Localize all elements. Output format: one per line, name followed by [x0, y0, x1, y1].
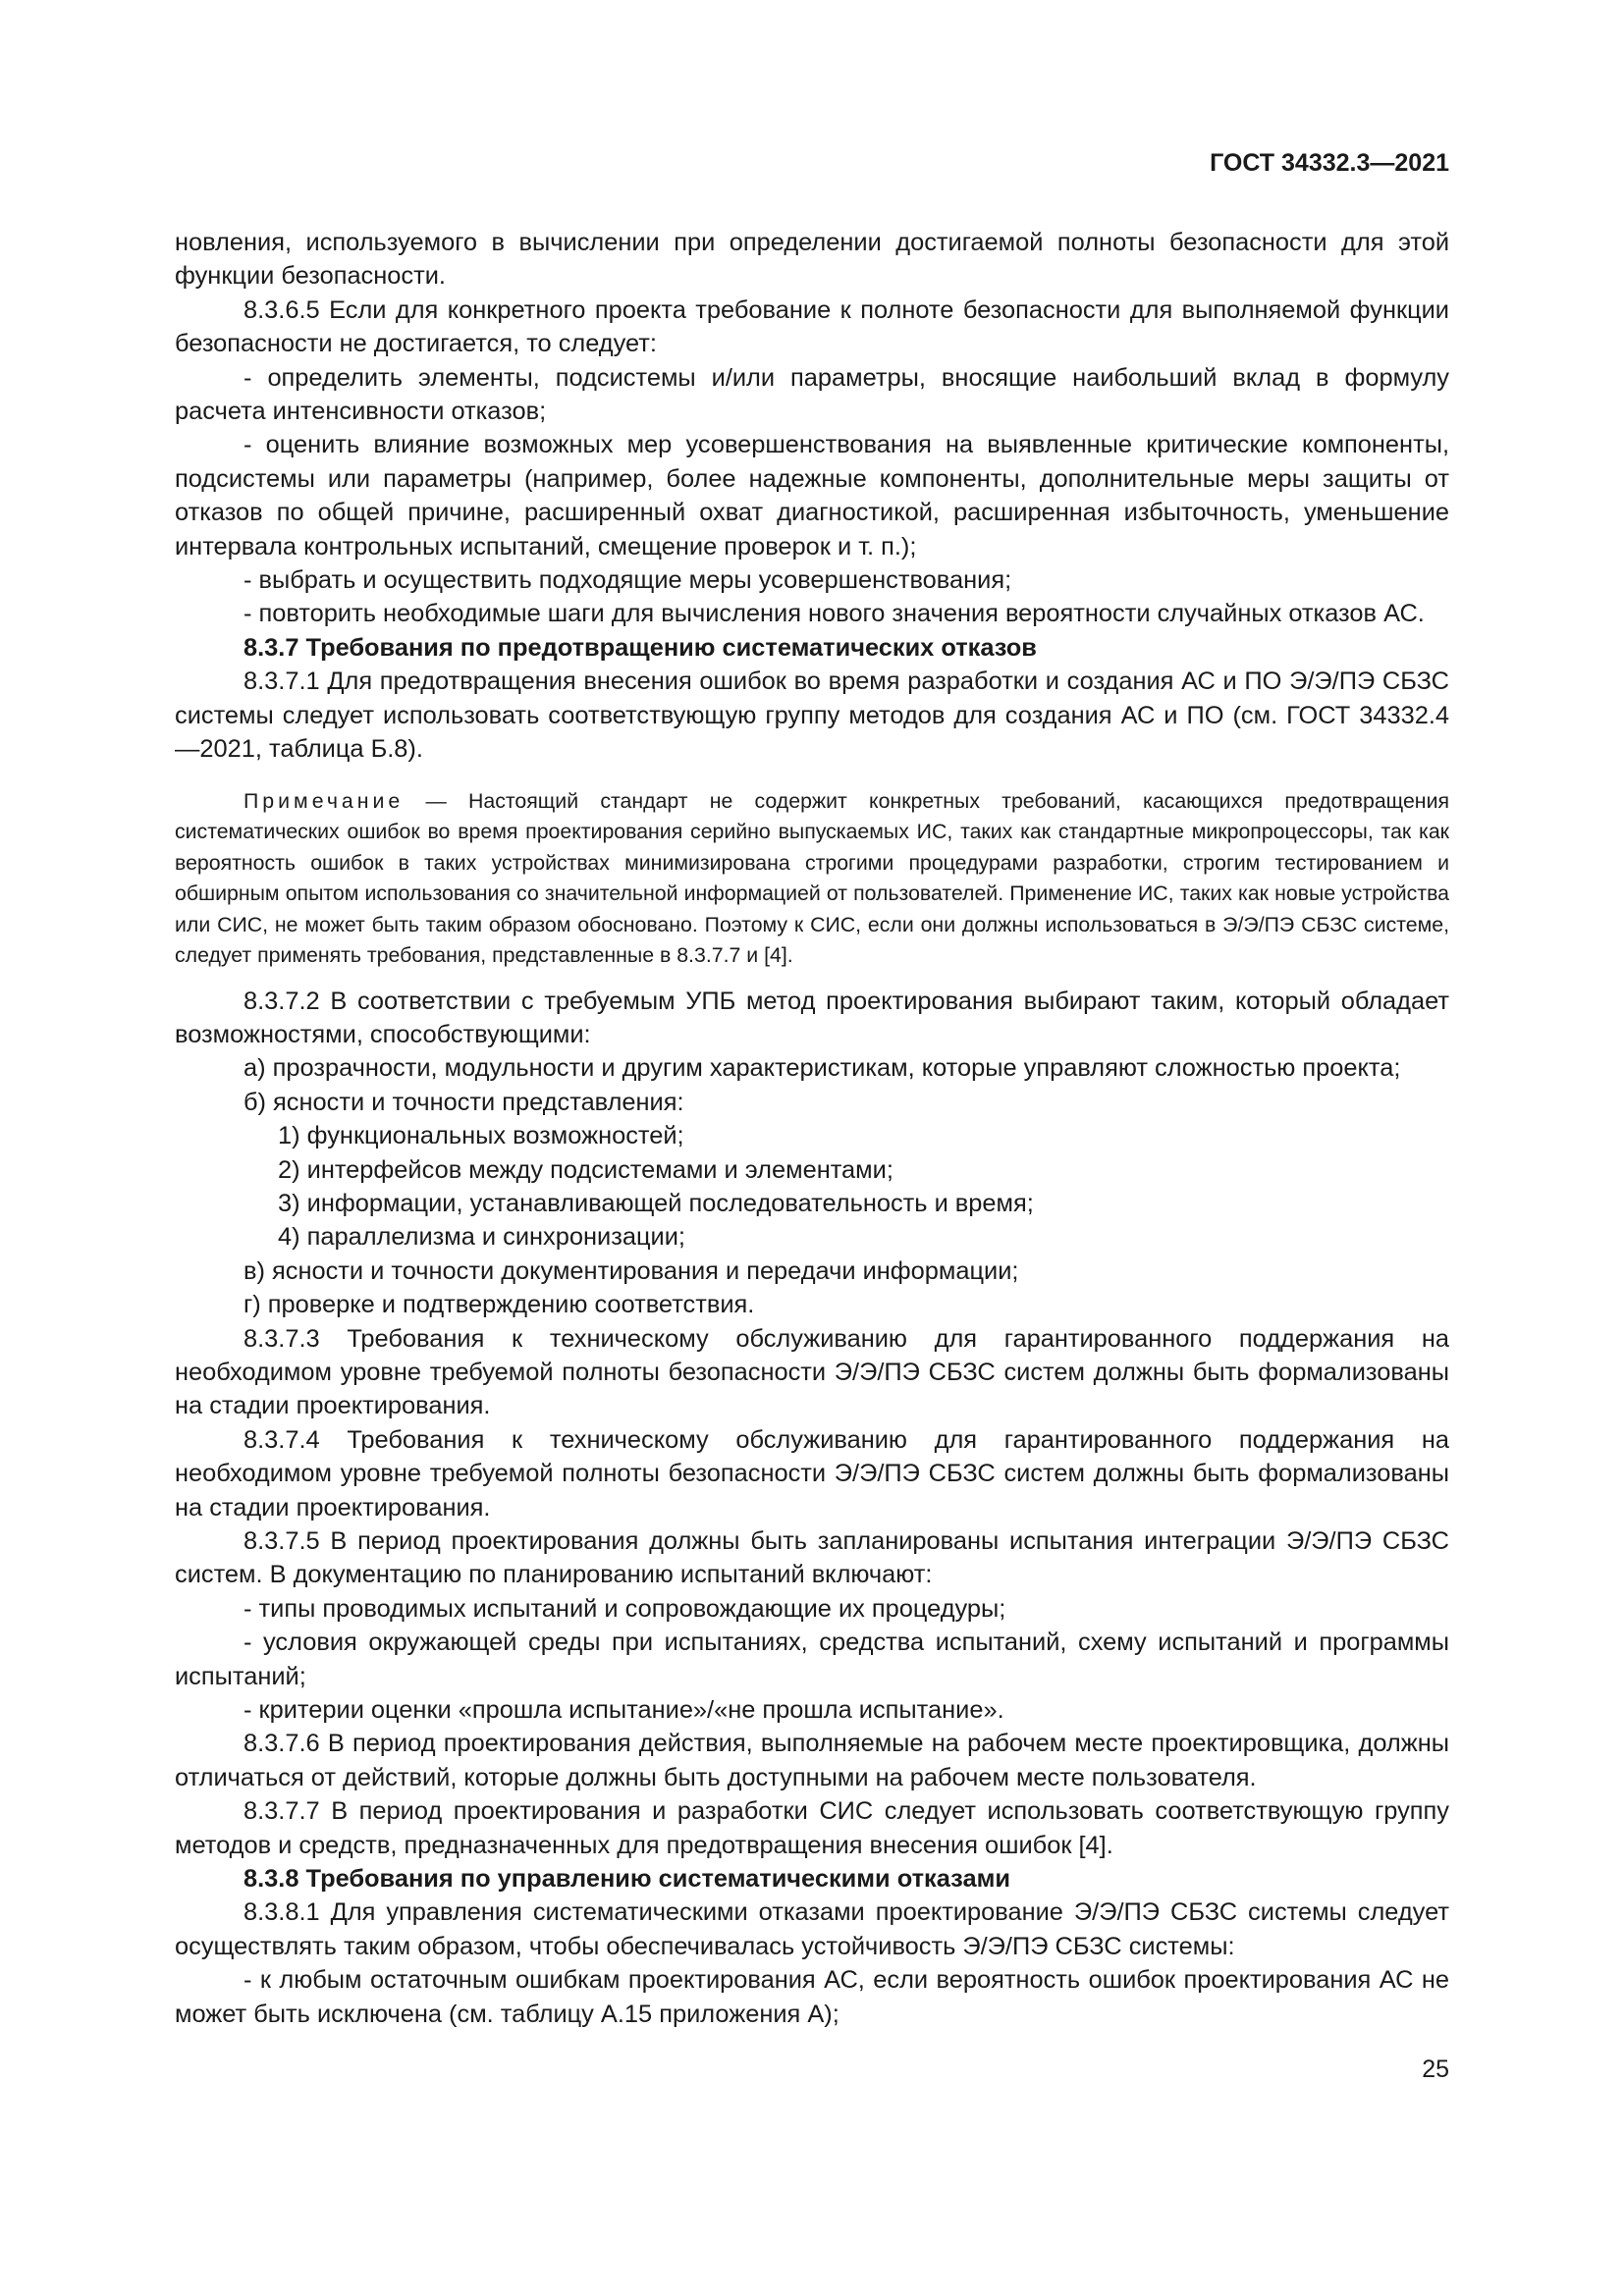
body-paragraph: 8.3.7.1 Для предотвращения внесения ошибок во время разработки и создания АС и ПО Э/Э/ПЭ СБЗС системы следует использовать соответствующую группу методов для создания АС и ПО (см. ГОСТ 34332.4—2021, таблица Б.8). — [175, 667, 1449, 764]
body-paragraph: 8.3.7.4 Требования к техническому обслуживанию для гарантированного поддержания на необходимом уровне требуемой полноты безопасности Э/Э/ПЭ СБЗС систем должны быть формализованы на стадии проектирования. — [175, 1425, 1449, 1522]
note-paragraph — [175, 786, 1449, 972]
body-paragraph: 8.3.7.2 В соответствии с требуемым УПБ метод проектирования выбирают таким, который обладает возможностями, способствующими: — [175, 987, 1449, 1048]
body-paragraph: г) проверке и подтверждению соответствия. — [244, 1291, 755, 1319]
page-number: 25 — [1422, 2056, 1449, 2083]
body-paragraph: 8.3.7.3 Требования к техническому обслуживанию для гарантированного поддержания на необходимом уровне требуемой полноты безопасности Э/Э/ПЭ СБЗС систем должны быть формализованы на стадии проектирования. — [175, 1324, 1449, 1420]
section-heading: 8.3.7 Требования по предотвращению систематических отказов — [244, 633, 1037, 662]
body-paragraph: 8.3.7.5 В период проектирования должны быть запланированы испытания интеграции Э/Э/ПЭ СБЗС систем. В документацию по планированию испытаний включают: — [175, 1527, 1449, 1589]
body-paragraph: - типы проводимых испытаний и сопровождающие их процедуры; — [244, 1594, 1006, 1623]
body-paragraph: новления, используемого в вычислении при определении достигаемой полноты безопасности для этой функции безопасности. — [175, 229, 1449, 291]
body-paragraph: б) ясности и точности представления: — [244, 1088, 684, 1116]
body-paragraph: 8.3.6.5 Если для конкретного проекта требование к полноте безопасности для выполняемой функции безопасности не достигается, то следует: — [175, 295, 1449, 358]
body-paragraph: - критерии оценки «прошла испытание»/«не прошла испытание». — [244, 1696, 1004, 1725]
body-paragraph: а) прозрачности, модульности и другим характеристикам, которые управляют сложностью проекта; — [244, 1054, 1401, 1083]
body-paragraph: 1) функциональных возможностей; — [278, 1122, 684, 1150]
body-paragraph: - определить элементы, подсистемы и/или параметры, вносящие наибольший вклад в формулу расчета интенсивности отказов; — [175, 363, 1449, 426]
body-paragraph: 8.3.7.7 В период проектирования и разработки СИС следует использовать соответствующую группу методов и средств, предназначенных для предотвращения внесения ошибок [4]. — [175, 1797, 1449, 1859]
body-paragraph: - условия окружающей среды при испытаниях, средства испытаний, схему испытаний и программы испытаний; — [175, 1629, 1449, 1690]
body-paragraph: - выбрать и осуществить подходящие меры усовершенствования; — [244, 566, 1012, 595]
body-paragraph: - повторить необходимые шаги для вычисления нового значения вероятности случайных отказов АС. — [244, 600, 1425, 628]
document-body — [175, 226, 1449, 2031]
body-paragraph: в) ясности и точности документирования и передачи информации; — [244, 1256, 1019, 1285]
body-paragraph: 3) информации, устанавливающей последовательность и время; — [278, 1189, 1034, 1217]
body-paragraph: - оценить влияние возможных мер усовершенствования на выявленные критические компоненты, подсистемы или параметры (например, более надежные компоненты, дополнительные меры защиты от отказов по общей причине, расширенный охват диагностикой, расширенная избыточность, уменьшение интервала контрольных испытаний, смещение проверок и т. п.); — [175, 431, 1449, 561]
note-text: — Настоящий стандарт не содержит конкретных требований, касающихся предотвращения систематических ошибок во время проектирования серийно выпускаемых ИС, таких как стандартные микропроцессоры, так как вероятность ошибок в таких устройствах минимизирована строгими процедурами разработки, строгим тестированием и обширным опытом использования со значительной информацией от пользователей. Применение ИС, таких как новые устройства или СИС, не может быть таким образом обосновано. Поэтому к СИС, если они должны использоваться в Э/Э/ПЭ СБЗС системе, следует применять требования, представленные в 8.3.7.7 и [4]. — [175, 788, 1449, 967]
body-paragraph: 8.3.7.6 В период проектирования действия, выполняемые на рабочем месте проектировщика, должны отличаться от действий, которые должны быть доступными на рабочем месте пользователя. — [175, 1730, 1449, 1791]
body-paragraph: 2) интерфейсов между подсистемами и элементами; — [278, 1155, 893, 1184]
note-label: Примечание — [244, 788, 405, 813]
document-header: ГОСТ 34332.3—2021 — [1210, 149, 1449, 177]
body-paragraph: - к любым остаточным ошибкам проектирования АС, если вероятность ошибок проектирования АС не может быть исключена (см. таблицу А.15 приложения А); — [175, 1966, 1449, 2028]
body-paragraph: 8.3.8.1 Для управления систематическими отказами проектирование Э/Э/ПЭ СБЗС системы следует осуществлять таким образом, чтобы обеспечивалась устойчивость Э/Э/ПЭ СБЗС системы: — [175, 1898, 1449, 1960]
section-heading: 8.3.8 Требования по управлению систематическими отказами — [244, 1865, 1010, 1894]
body-paragraph: 4) параллелизма и синхронизации; — [278, 1223, 685, 1252]
